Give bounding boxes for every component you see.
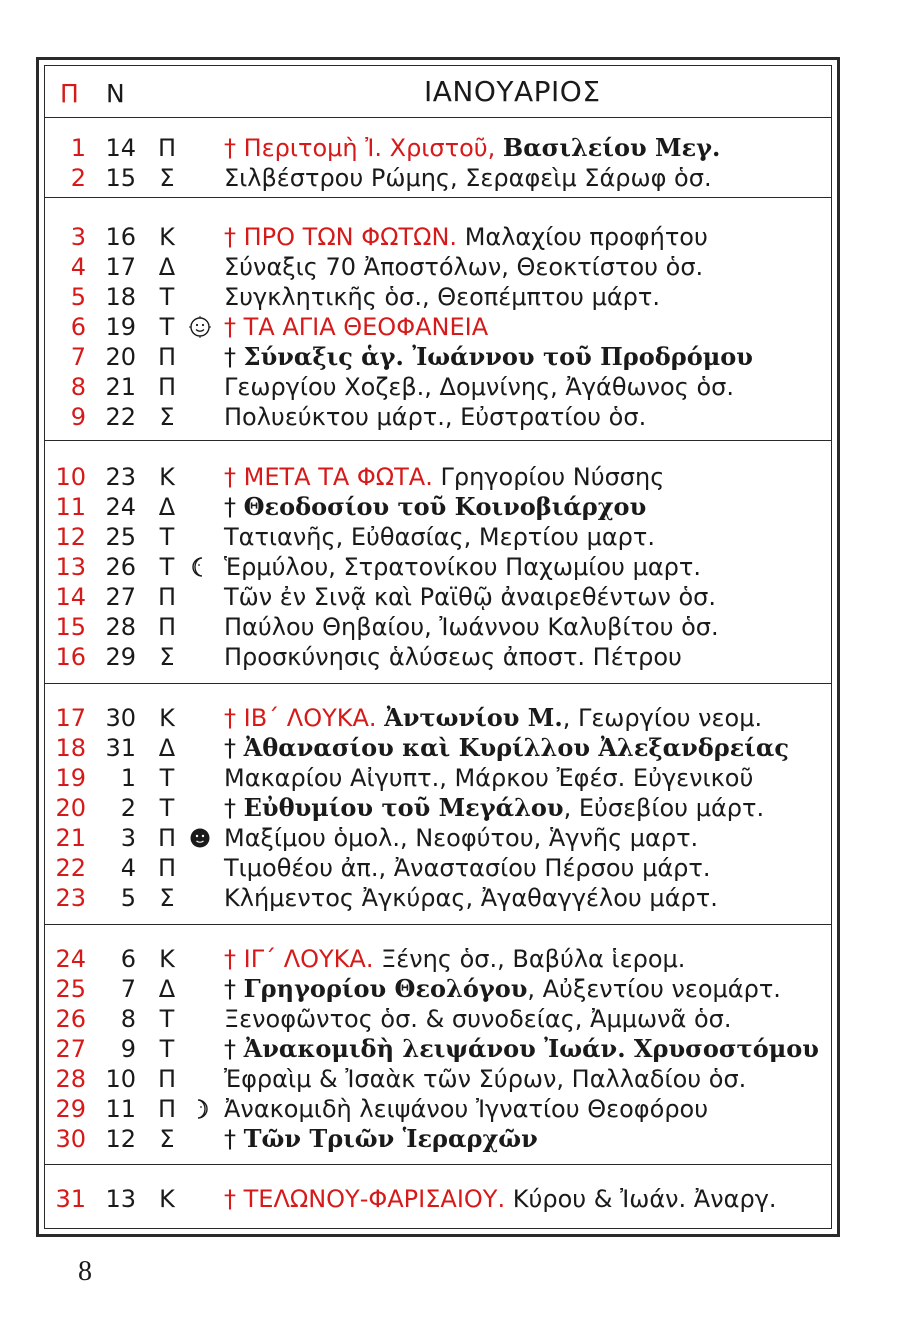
- weekday-letter: Π: [157, 343, 177, 371]
- weekday-letter: Σ: [159, 403, 175, 431]
- feast-text-part: Σύναξις 70 Ἀποστόλων, Θεοκτίστου ὁσ.: [224, 253, 704, 281]
- new-calendar-day: 14: [105, 134, 136, 162]
- new-moon-icon: [188, 823, 212, 853]
- feast-major-text: † ΤΑ ΑΓΙΑ ΘΕΟΦΑΝΕΙΑ: [224, 313, 489, 341]
- weekday-letter: Τ: [159, 764, 175, 792]
- old-calendar-day: 28: [55, 1065, 86, 1093]
- feast-text-part: †: [224, 493, 244, 521]
- feast-text: [224, 372, 734, 402]
- calendar-row: [44, 823, 832, 853]
- old-calendar-day: 9: [70, 403, 86, 431]
- weekday-letter: Δ: [158, 253, 176, 281]
- weekday-letter: Π: [157, 613, 177, 641]
- calendar-row: [44, 733, 832, 763]
- old-calendar-day: 3: [70, 223, 86, 251]
- feast-text-part: †: [224, 794, 244, 822]
- old-calendar-day: 1: [70, 134, 86, 162]
- feast-bold-text: Γρηγορίου Θεολόγου: [243, 974, 528, 1003]
- new-calendar-day: 30: [105, 704, 136, 732]
- old-calendar-day: 31: [55, 1185, 86, 1213]
- header-new-calendar-col: Ν: [106, 79, 125, 108]
- calendar-row: [44, 582, 832, 612]
- old-calendar-day: 10: [55, 463, 86, 491]
- header-old-calendar-col: Π: [60, 79, 79, 108]
- weekday-letter: Κ: [159, 1185, 175, 1213]
- old-calendar-day: 29: [55, 1095, 86, 1123]
- feast-text: [224, 703, 762, 733]
- feast-text-part: Τατιανῆς, Εὐθασίας, Μερτίου μαρτ.: [224, 523, 655, 551]
- feast-text: [224, 1004, 731, 1034]
- weekday-letter: Π: [157, 854, 177, 882]
- feast-text-part: Μακαρίου Αἰγυπτ., Μάρκου Ἐφέσ. Εὐγενικοῦ: [224, 764, 754, 792]
- weekday-letter: Τ: [159, 1005, 175, 1033]
- feast-text-part: Τῶν ἐν Σινᾷ καὶ Ραϊθῷ ἀναιρεθέντων ὁσ.: [224, 583, 717, 611]
- new-calendar-day: 25: [105, 523, 136, 551]
- calendar-row: [44, 163, 832, 193]
- full-sun-icon: [188, 312, 212, 342]
- new-calendar-day: 4: [120, 854, 136, 882]
- feast-bold-text: Θεοδοσίου τοῦ Κοινοβιάρχου: [243, 492, 647, 521]
- old-calendar-day: 27: [55, 1035, 86, 1063]
- new-calendar-day: 27: [105, 583, 136, 611]
- calendar-row: [44, 522, 832, 552]
- feast-text-part: Μαξίμου ὁμολ., Νεοφύτου, Ἁγνῆς μαρτ.: [224, 824, 699, 852]
- new-calendar-day: 19: [105, 313, 136, 341]
- new-calendar-day: 24: [105, 493, 136, 521]
- feast-text: [224, 853, 710, 883]
- feast-text-part: , Αὐξεντίου νεομάρτ.: [527, 975, 781, 1003]
- month-title: ΙΑΝΟΥΑΡΙΟΣ: [424, 75, 601, 108]
- feast-text: [224, 252, 703, 282]
- feast-bold-text: Βασιλείου Μεγ.: [502, 133, 721, 162]
- calendar-row: [44, 402, 832, 432]
- feast-bold-text: Ἀντωνίου Μ.: [384, 703, 563, 732]
- old-calendar-day: 20: [55, 794, 86, 822]
- calendar-row: [44, 763, 832, 793]
- feast-major-text: † Περιτομὴ Ἰ. Χριστοῦ,: [224, 134, 503, 162]
- feast-bold-text: Τῶν Τριῶν Ἱεραρχῶν: [243, 1124, 538, 1153]
- weekday-letter: Π: [157, 824, 177, 852]
- weekday-letter: Π: [157, 583, 177, 611]
- weekday-letter: Π: [157, 373, 177, 401]
- feast-text-part: Ξενοφῶντος ὁσ. & συνοδείας, Ἀμμωνᾶ ὁσ.: [224, 1005, 732, 1033]
- feast-text-part: †: [224, 343, 244, 371]
- feast-text: [224, 944, 685, 974]
- new-calendar-day: 7: [120, 975, 136, 1003]
- weekday-letter: Κ: [159, 223, 175, 251]
- feast-text: [224, 793, 764, 823]
- feast-text-part: , Γεωργίου νεομ.: [562, 704, 763, 732]
- calendar-row: [44, 612, 832, 642]
- feast-text-part: Μαλαχίου προφήτου: [457, 223, 708, 251]
- feast-text: [224, 342, 753, 372]
- old-calendar-day: 7: [70, 343, 86, 371]
- calendar-row: [44, 222, 832, 252]
- calendar-row: [44, 883, 832, 913]
- calendar-row: [44, 703, 832, 733]
- new-calendar-day: 13: [105, 1185, 136, 1213]
- old-calendar-day: 17: [55, 704, 86, 732]
- new-calendar-day: 26: [105, 553, 136, 581]
- feast-text-part: Τιμοθέου ἀπ., Ἀναστασίου Πέρσου μάρτ.: [224, 854, 711, 882]
- feast-text-part: Ἀνακομιδὴ λειψάνου Ἰγνατίου Θεοφόρου: [224, 1095, 709, 1123]
- calendar-row: [44, 974, 832, 1004]
- calendar-row: [44, 642, 832, 672]
- calendar-row: [44, 1124, 832, 1154]
- old-calendar-day: 5: [70, 283, 86, 311]
- feast-text-part: †: [224, 734, 244, 762]
- new-calendar-day: 23: [105, 463, 136, 491]
- new-calendar-day: 8: [120, 1005, 136, 1033]
- feast-text-part: †: [224, 975, 244, 1003]
- feast-text: [224, 492, 646, 522]
- new-calendar-day: 31: [105, 734, 136, 762]
- page-number: 8: [78, 1256, 92, 1287]
- old-calendar-day: 13: [55, 553, 86, 581]
- calendar-row: [44, 552, 832, 582]
- feast-text-part: Προσκύνησις ἁλύσεως ἀποστ. Πέτρου: [224, 643, 682, 671]
- feast-major-text: † ΙΓ΄ ΛΟΥΚΑ.: [224, 945, 374, 973]
- weekday-letter: Δ: [158, 975, 176, 1003]
- old-calendar-day: 24: [55, 945, 86, 973]
- feast-text-part: Σιλβέστρου Ρώμης, Σεραφεὶμ Σάρωφ ὁσ.: [224, 164, 712, 192]
- feast-text-part: Ἐφραὶμ & Ἰσαὰκ τῶν Σύρων, Παλλαδίου ὁσ.: [224, 1065, 747, 1093]
- weekday-letter: Π: [157, 1065, 177, 1093]
- feast-text-part: †: [224, 1035, 244, 1063]
- new-calendar-day: 22: [105, 403, 136, 431]
- new-calendar-day: 11: [105, 1095, 136, 1123]
- weekday-letter: Τ: [159, 523, 175, 551]
- feast-major-text: † ΠΡΟ ΤΩΝ ΦΩΤΩΝ.: [224, 223, 458, 251]
- feast-text: [224, 282, 660, 312]
- old-calendar-day: 21: [55, 824, 86, 852]
- feast-text-part: Παύλου Θηβαίου, Ἰωάννου Καλυβίτου ὁσ.: [224, 613, 719, 641]
- old-calendar-day: 18: [55, 734, 86, 762]
- feast-text-part: Κύρου & Ἰωάν. Ἀναργ.: [505, 1185, 777, 1213]
- feast-text-part: , Εὐσεβίου μάρτ.: [563, 794, 765, 822]
- old-calendar-day: 30: [55, 1125, 86, 1153]
- feast-text: [224, 222, 708, 252]
- calendar-header: [44, 65, 832, 117]
- old-calendar-day: 22: [55, 854, 86, 882]
- feast-text: [224, 1034, 819, 1064]
- feast-text: [224, 1124, 538, 1154]
- new-calendar-day: 12: [105, 1125, 136, 1153]
- calendar-row: [44, 853, 832, 883]
- old-calendar-day: 4: [70, 253, 86, 281]
- old-calendar-day: 23: [55, 884, 86, 912]
- new-calendar-day: 17: [105, 253, 136, 281]
- feast-text: [224, 642, 682, 672]
- feast-major-text: † ΙΒ΄ ΛΟΥΚΑ.: [224, 704, 377, 732]
- new-calendar-day: 21: [105, 373, 136, 401]
- week-divider: [44, 1164, 832, 1165]
- feast-text: [224, 462, 664, 492]
- weekday-letter: Σ: [159, 884, 175, 912]
- weekday-letter: Κ: [159, 704, 175, 732]
- new-calendar-day: 2: [120, 794, 136, 822]
- feast-text: [224, 312, 488, 342]
- week-divider: [44, 924, 832, 925]
- feast-text: [224, 883, 718, 913]
- old-calendar-day: 14: [55, 583, 86, 611]
- feast-text: [224, 1184, 777, 1214]
- feast-text: [224, 763, 753, 793]
- calendar-row: [44, 133, 832, 163]
- weekday-letter: Τ: [159, 794, 175, 822]
- feast-text: [224, 823, 698, 853]
- weekday-letter: Σ: [159, 643, 175, 671]
- feast-text-part: Πολυεύκτου μάρτ., Εὐστρατίου ὁσ.: [224, 403, 647, 431]
- feast-text: [224, 1064, 746, 1094]
- weekday-letter: Δ: [158, 493, 176, 521]
- week-divider: [44, 440, 832, 441]
- weekday-letter: Σ: [159, 164, 175, 192]
- new-calendar-day: 28: [105, 613, 136, 641]
- calendar-row: [44, 342, 832, 372]
- calendar-row: [44, 944, 832, 974]
- new-calendar-day: 5: [120, 884, 136, 912]
- weekday-letter: Π: [157, 1095, 177, 1123]
- calendar-row: [44, 312, 832, 342]
- weekday-letter: Τ: [159, 283, 175, 311]
- new-calendar-day: 1: [120, 764, 136, 792]
- calendar-row: [44, 372, 832, 402]
- feast-bold-text: Σύναξις ἁγ. Ἰωάννου τοῦ Προδρόμου: [243, 342, 753, 371]
- old-calendar-day: 6: [70, 313, 86, 341]
- old-calendar-day: 26: [55, 1005, 86, 1033]
- new-calendar-day: 16: [105, 223, 136, 251]
- new-calendar-day: 6: [120, 945, 136, 973]
- feast-text-part: Συγκλητικῆς ὁσ., Θεοπέμπτου μάρτ.: [224, 283, 660, 311]
- old-calendar-day: 2: [70, 164, 86, 192]
- feast-text: [224, 1094, 708, 1124]
- calendar-row: [44, 1184, 832, 1214]
- new-calendar-day: 18: [105, 283, 136, 311]
- feast-major-text: † ΤΕΛΩΝΟΥ-ΦΑΡΙΣΑΙΟΥ.: [224, 1185, 506, 1213]
- weekday-letter: Δ: [158, 734, 176, 762]
- feast-text: [224, 733, 789, 763]
- feast-text: [224, 402, 646, 432]
- weekday-letter: Τ: [159, 1035, 175, 1063]
- new-calendar-day: 9: [120, 1035, 136, 1063]
- feast-text-part: Ξένης ὁσ., Βαβύλα ἱερομ.: [373, 945, 686, 973]
- feast-text: [224, 163, 712, 193]
- calendar-row: [44, 1064, 832, 1094]
- weekday-letter: Π: [157, 134, 177, 162]
- calendar-row: [44, 793, 832, 823]
- calendar-row: [44, 1094, 832, 1124]
- calendar-row: [44, 1034, 832, 1064]
- feast-text: [224, 612, 719, 642]
- old-calendar-day: 15: [55, 613, 86, 641]
- weekday-letter: Κ: [159, 945, 175, 973]
- old-calendar-day: 19: [55, 764, 86, 792]
- waning-moon-icon: [188, 1094, 212, 1124]
- feast-text: [224, 133, 720, 163]
- week-divider: [44, 117, 832, 118]
- new-calendar-day: 3: [120, 824, 136, 852]
- feast-text-part: Γεωργίου Χοζεβ., Δομνίνης, Ἀγάθωνος ὁσ.: [224, 373, 734, 401]
- calendar-row: [44, 462, 832, 492]
- feast-text-part: †: [224, 1125, 244, 1153]
- calendar-row: [44, 282, 832, 312]
- feast-major-text: † ΜΕΤΑ ΤΑ ΦΩΤΑ.: [224, 463, 433, 491]
- calendar-row: [44, 1004, 832, 1034]
- weekday-letter: Κ: [159, 463, 175, 491]
- weekday-letter: Σ: [159, 1125, 175, 1153]
- new-calendar-day: 29: [105, 643, 136, 671]
- feast-text: [224, 974, 781, 1004]
- feast-bold-text: Ἀθανασίου καὶ Κυρίλλου Ἀλεξανδρείας: [243, 733, 789, 762]
- feast-bold-text: Εὐθυμίου τοῦ Μεγάλου: [243, 793, 564, 822]
- feast-text: [224, 522, 655, 552]
- weekday-letter: Τ: [159, 313, 175, 341]
- week-divider: [44, 197, 832, 198]
- new-calendar-day: 15: [105, 164, 136, 192]
- old-calendar-day: 8: [70, 373, 86, 401]
- new-calendar-day: 20: [105, 343, 136, 371]
- feast-text: [224, 552, 701, 582]
- calendar-row: [44, 492, 832, 522]
- old-calendar-day: 16: [55, 643, 86, 671]
- calendar-row: [44, 252, 832, 282]
- feast-bold-text: Ἀνακομιδὴ λειψάνου Ἰωάν. Χρυσοστόμου: [243, 1034, 819, 1063]
- feast-text-part: Γρηγορίου Νύσσης: [432, 463, 665, 491]
- feast-text-part: Ἑρμύλου, Στρατονίκου Παχωμίου μαρτ.: [224, 553, 701, 581]
- feast-text: [224, 582, 716, 612]
- old-calendar-day: 11: [55, 493, 86, 521]
- old-calendar-day: 25: [55, 975, 86, 1003]
- old-calendar-day: 12: [55, 523, 86, 551]
- new-calendar-day: 10: [105, 1065, 136, 1093]
- feast-text-part: Κλήμεντος Ἀγκύρας, Ἀγαθαγγέλου μάρτ.: [224, 884, 718, 912]
- crescent-moon-icon: [188, 552, 212, 582]
- week-divider: [44, 683, 832, 684]
- weekday-letter: Τ: [159, 553, 175, 581]
